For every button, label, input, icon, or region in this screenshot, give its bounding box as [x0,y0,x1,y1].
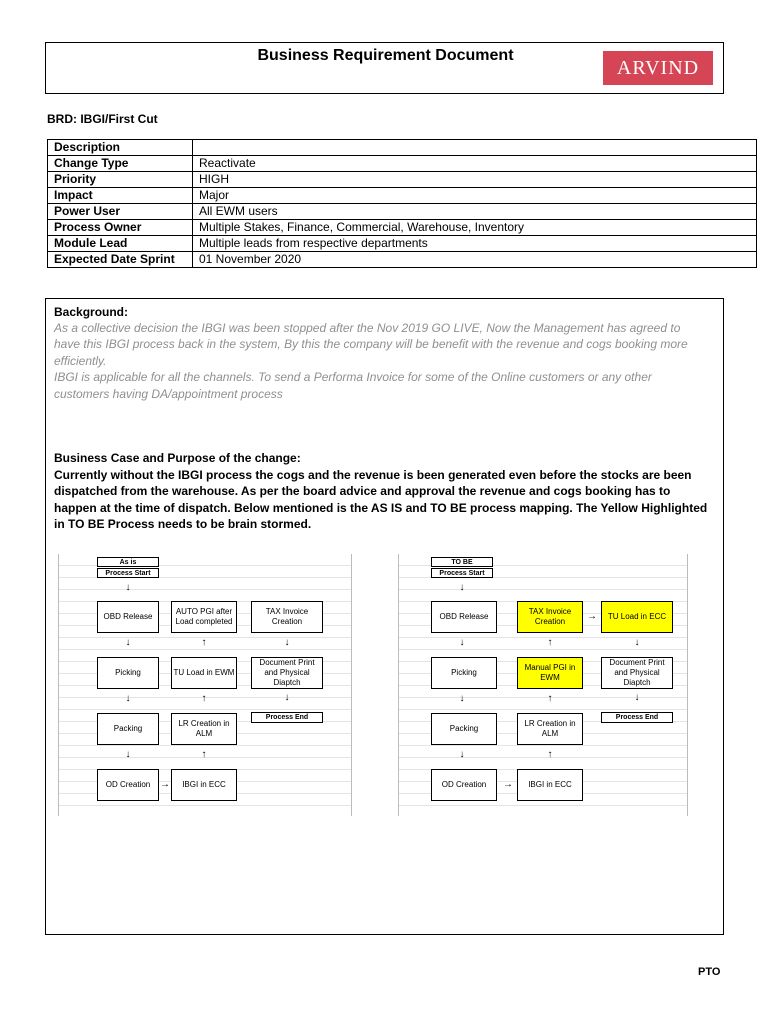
pto-label: PTO [698,966,721,978]
table-row [48,172,757,188]
to-be-obd-release: OBD Release [431,601,497,633]
to-be-process-start: Process Start [431,568,493,578]
brd-label: BRD: IBGI/First Cut [47,112,158,126]
as-is-packing: Packing [97,713,159,745]
to-be-tu-load: TU Load in ECC [601,601,673,633]
arrow-right-icon: → [160,779,170,790]
meta-value: All EWM users [193,204,757,220]
meta-key: Impact [48,188,193,204]
arrow-up-icon: ↑ [547,749,553,760]
table-row [48,156,757,172]
meta-value: 01 November 2020 [193,252,757,268]
arrow-down-icon: ↓ [125,693,131,704]
meta-key: Expected Date Sprint [48,252,193,268]
arrow-down-icon: ↓ [284,692,290,703]
requirement-meta-table [47,139,757,268]
meta-value: Multiple leads from respective departments [193,236,757,252]
meta-value [193,140,757,156]
as-is-picking: Picking [97,657,159,689]
as-is-process-end: Process End [251,712,323,723]
arrow-right-icon: → [503,779,513,790]
header-box [45,42,724,94]
arrow-up-icon: ↑ [201,749,207,760]
as-is-header: As is [97,557,159,567]
meta-value: Major [193,188,757,204]
to-be-process-map [398,554,688,816]
arrow-up-icon: ↑ [547,637,553,648]
as-is-od-creation: OD Creation [97,769,159,801]
arrow-down-icon: ↓ [634,692,640,703]
to-be-manual-pgi: Manual PGI in EWM [517,657,583,689]
as-is-tu-load: TU Load in EWM [171,657,237,689]
as-is-ibgi-in-ecc: IBGI in ECC [171,769,237,801]
to-be-packing: Packing [431,713,497,745]
to-be-process-end: Process End [601,712,673,723]
arrow-down-icon: ↓ [125,637,131,648]
arrow-down-icon: ↓ [459,693,465,704]
to-be-document-print: Document Print and Physical Diaptch [601,657,673,689]
meta-key: Process Owner [48,220,193,236]
meta-key: Change Type [48,156,193,172]
to-be-lr-creation: LR Creation in ALM [517,713,583,745]
background-title: Background: [54,305,129,319]
meta-key: Description [48,140,193,156]
table-row [48,204,757,220]
table-row [48,236,757,252]
table-row [48,252,757,268]
arrow-down-icon: ↓ [459,749,465,760]
arrow-right-icon: → [587,611,597,622]
to-be-picking: Picking [431,657,497,689]
arrow-up-icon: ↑ [201,637,207,648]
as-is-process-map [58,554,352,816]
arrow-down-icon: ↓ [634,637,640,648]
as-is-obd-release: OBD Release [97,601,159,633]
as-is-tax-invoice: TAX Invoice Creation [251,601,323,633]
to-be-ibgi-in-ecc: IBGI in ECC [517,769,583,801]
business-case-text: Currently without the IBGI process the cogs and the revenue is been generated even before the stocks are been dispatched from the warehouse. As per the board advice and approval the revenue and cogs booking has to happen at the time of dispatch. Below mentioned is the AS IS and TO BE process mapping. The Yellow Highlighted in TO BE Process needs to be brain stormed. [54,468,708,532]
arrow-down-icon: ↓ [459,637,465,648]
as-is-auto-pgi: AUTO PGI after Load completed [171,601,237,633]
table-row [48,220,757,236]
meta-key: Power User [48,204,193,220]
meta-value: Multiple Stakes, Finance, Commercial, Warehouse, Inventory [193,220,757,236]
meta-value: HIGH [193,172,757,188]
arrow-down-icon: ↓ [125,582,131,593]
arrow-down-icon: ↓ [284,637,290,648]
arvind-logo: ARVIND [603,51,713,85]
table-row [48,188,757,204]
arrow-up-icon: ↑ [547,693,553,704]
arrow-down-icon: ↓ [459,582,465,593]
table-row [48,140,757,156]
arrow-up-icon: ↑ [201,693,207,704]
to-be-tax-invoice: TAX Invoice Creation [517,601,583,633]
as-is-process-start: Process Start [97,568,159,578]
document-title: Business Requirement Document [257,47,514,64]
meta-value: Reactivate [193,156,757,172]
to-be-header: TO BE [431,557,493,567]
body-box [45,298,724,935]
business-case-title: Business Case and Purpose of the change: [54,451,301,465]
meta-key: Priority [48,172,193,188]
arrow-down-icon: ↓ [125,749,131,760]
background-text: As a collective decision the IBGI was been stopped after the Nov 2019 GO LIVE, Now the Management has agreed to have this IBGI process back in the system, By this the company will be benefit with the revenue and cogs booking more efficiently. IBGI is applicable for all the channels. To send a Performa Invoice for some of the Online customers or any other customers having DA/appointment process [54,321,688,401]
as-is-lr-creation: LR Creation in ALM [171,713,237,745]
as-is-document-print: Document Print and Physical Diaptch [251,657,323,689]
meta-key: Module Lead [48,236,193,252]
to-be-od-creation: OD Creation [431,769,497,801]
